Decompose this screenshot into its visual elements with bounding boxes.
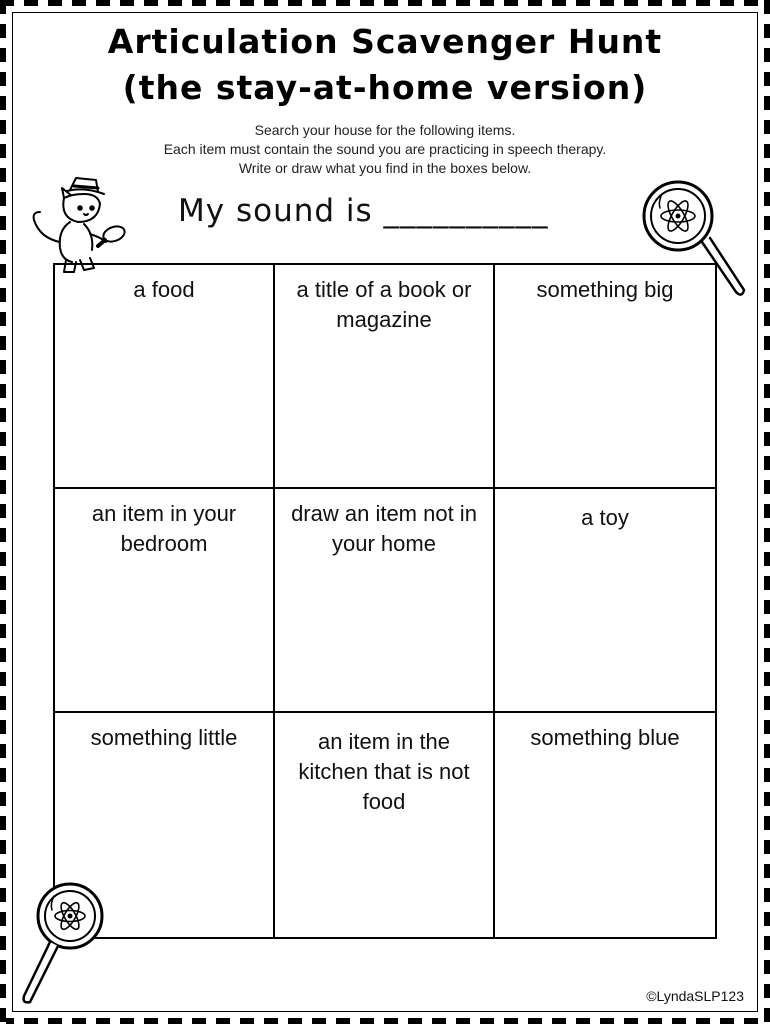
cell-label: something little — [90, 725, 238, 750]
page-subtitle: (the stay-at-home version) — [122, 68, 648, 107]
cell-label: something big — [536, 277, 674, 302]
cell-label: a toy — [581, 505, 629, 530]
cell-label: draw an item not in your home — [291, 501, 477, 556]
copyright-text: ©LyndaSLP123 — [646, 988, 744, 1004]
cell-label: something blue — [530, 725, 680, 750]
instruction-line: Search your house for the following items. — [254, 122, 516, 138]
magnifying-glass-atom-icon — [18, 872, 110, 1012]
cell-label: an item in your bedroom — [91, 501, 237, 556]
border-bottom — [0, 1018, 770, 1024]
grid-cell-something-blue[interactable] — [495, 713, 715, 937]
scavenger-grid — [53, 263, 717, 939]
page-title: Articulation Scavenger Hunt — [107, 22, 663, 61]
instruction-line: Write or draw what you find in the boxes below. — [238, 160, 532, 176]
cell-label: an item in the kitchen that is not food — [298, 729, 470, 814]
grid-cell-something-big[interactable] — [495, 265, 715, 489]
cell-label: a food — [133, 277, 195, 302]
grid-cell-draw-item[interactable] — [275, 489, 495, 713]
instructions — [0, 121, 770, 178]
instruction-line: Each item must contain the sound you are practicing in speech therapy. — [163, 141, 607, 157]
grid-cell-book-title[interactable] — [275, 265, 495, 489]
cell-label: a title of a book or magazine — [296, 277, 472, 332]
grid-cell-a-toy[interactable] — [495, 489, 715, 713]
grid-cell-a-food[interactable] — [55, 265, 275, 489]
grid-cell-kitchen-item[interactable] — [275, 713, 495, 937]
sound-prompt[interactable]: My sound is __________ — [178, 193, 549, 229]
border-top — [0, 0, 770, 6]
grid-cell-bedroom-item[interactable] — [55, 489, 275, 713]
